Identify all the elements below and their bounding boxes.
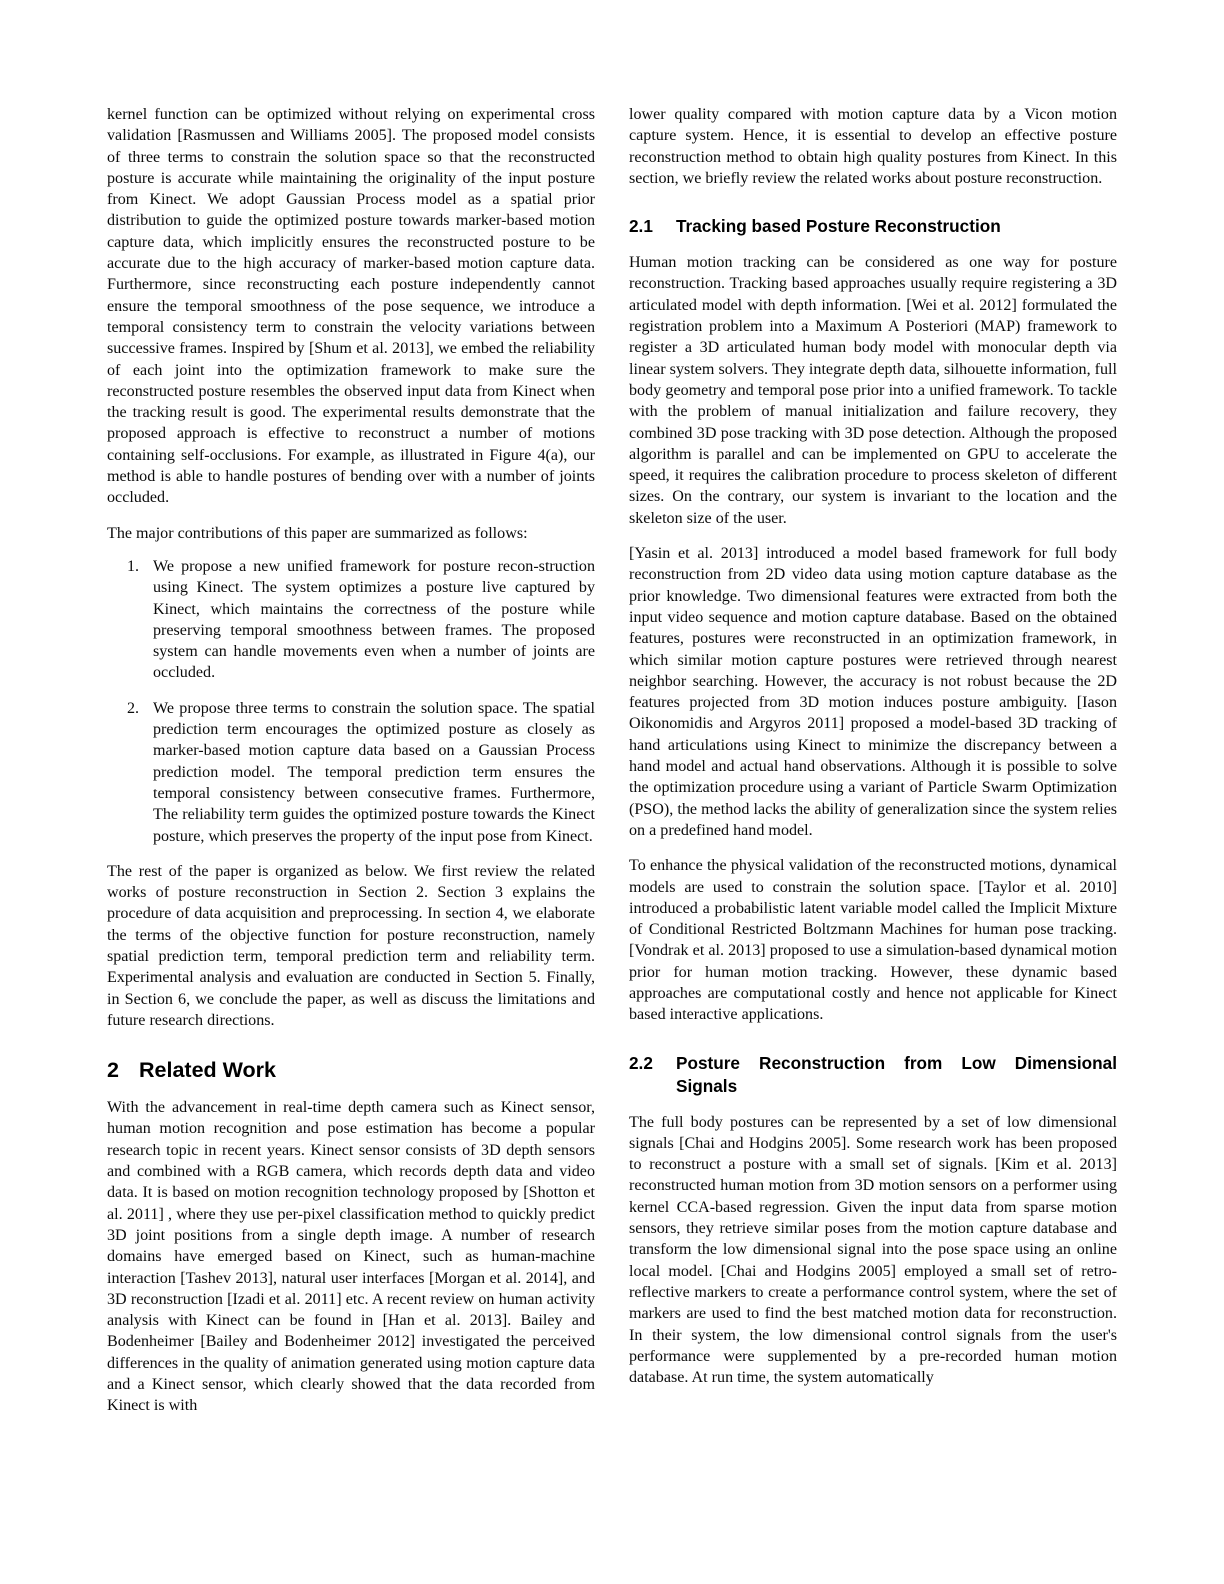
section-number: 2 [107,1058,119,1083]
paragraph-low-dimensional-signals: The full body postures can be represented by a set of low dimensional signals [Chai and Hodgins 2005]. Some research work has been proposed to reconstruct a posture with a small set of signals. [Kim et al. 2013] reconstructed human motion from 3D motion sensors on a performer using kernel CCA-based regression. Given the input data from sparse motion sensors, they retrieve similar poses from the motion capture database and transform the low dimensional signal into the pose space using an online local model. [Chai and Hodgins 2005] employed a small set of retro-reflective markers to create a performance control system, where the set of markers are used to find the best matched motion data for reconstruction. In their system, the low dimensional control signals from the user's performance were supplemented by a pre-recorded human motion database. At run time, the system automatically [629,1113,1117,1387]
contributions-list [107,556,595,847]
paragraph-intro-continued: kernel function can be optimized without relying on experimental cross validation [Rasmussen and Williams 2005]. The proposed model consists of three terms to constrain the solution space so that the reconstructed posture is accurate while maintaining the originality of the input posture from Kinect. We adopt Gaussian Process model as a spatial prior distribution to guide the optimized posture towards marker-based motion capture data, which implicitly ensures the reconstructed posture to be accurate due to the high accuracy of marker-based motion capture data. Furthermore, since reconstructing each posture independently cannot ensure the temporal smoothness of the pose sequence, we introduce a temporal consistency term to constrain the velocity variations between successive frames. Inspired by [Shum et al. 2013], we embed the reliability of each joint into the optimization framework to make sure the reconstructed posture resembles the observed input data from Kinect when the tracking result is good. The experimental results demonstrate that the proposed approach is effective to reconstruct a number of motions containing self-occlusions. For example, as illustrated in Figure 4(a), our method is able to handle postures of bending over with a number of joints occluded. [107,106,595,507]
subsection-number: 2.1 [629,216,653,237]
paragraph-paper-organization: The rest of the paper is organized as below. We first review the related works of posture reconstruction in Section 2. Section 3 explains the procedure of data acquisition and preprocessing. In section 4, we elaborate the terms of the objective function for posture reconstruction, namely spatial prediction term, temporal prediction term and reliability term. Experimental analysis and evaluation are conducted in Section 5. Finally, in Section 6, we conclude the paper, as well as discuss the limitations and future research directions. [107,862,595,1029]
paragraph-human-motion-tracking: Human motion tracking can be considered as one way for posture reconstruction. Tracking based approaches usually require registering a 3D articulated model with depth information. [Wei et al. 2012] formulated the registration problem into a Maximum A Posteriori (MAP) framework to register a 3D articulated human body model with monocular depth via linear system solvers. They integrate depth data, silhouette information, full body geometry and temporal pose prior into a unified framework. To tackle with the problem of manual initialization and failure recovery, they combined 3D pose tracking with 3D pose detection. Although the proposed algorithm is parallel and can be implemented on GPU to accelerate the speed, it requires the calibration procedure to process skeleton of different sizes. On the contrary, our system is invariant to the location and the skeleton size of the user. [629,254,1117,527]
subsection-heading-tracking-based [629,215,1117,238]
section-title: Related Work [139,1058,276,1083]
subsection-number: 2.2 [629,1052,653,1073]
list-item: We propose a new unified framework for posture recon-struction using Kinect. The system optimizes a posture live captured by Kinect, which maintains the correctness of the posture while preserving temporal smoothness between frames. The proposed system can handle movements even when a number of joints are occluded. [153,557,595,682]
subsection-heading-low-dimensional [629,1052,1117,1098]
list-item: We propose three terms to constrain the solution space. The spatial prediction term encourages the optimized posture as closely as marker-based motion capture data based on a Gaussian Process prediction model. The temporal prediction term ensures the temporal consistency between consecutive frames. Furthermore, The reliability term guides the optimized posture towards the Kinect posture, which preserves the property of the input pose from Kinect. [153,699,595,845]
two-column-body [107,104,1118,1504]
section-heading-related-work [107,1057,595,1083]
subsection-title: Posture Reconstruction from Low Dimensional Signals [676,1052,1117,1096]
right-column [629,104,1117,1504]
left-column [107,104,595,1504]
paragraph-dynamical-models: To enhance the physical validation of the reconstructed motions, dynamical models are used to constrain the solution space. [Taylor et al. 2010] introduced a probabilistic latent variable model called the Implicit Mixture of Conditional Restricted Boltzmann Machines for human pose tracking. [Vondrak et al. 2013] proposed to use a simulation-based dynamical motion prior for human motion tracking. However, these dynamic based approaches are computational costly and hence not applicable for Kinect based interactive applications. [629,857,1117,1024]
paragraph-contributions-lead: The major contributions of this paper are summarized as follows: [107,524,528,542]
paragraph-yasin-model-based: [Yasin et al. 2013] introduced a model based framework for full body reconstruction from 2D video data using motion capture database as the prior knowledge. Two dimensional features were extracted from both the input video sequence and motion capture database. Based on the obtained features, postures were reconstructed in an optimization framework, in which similar motion capture postures were retrieved through nearest neighbor searching. However, the accuracy is not robust because the 2D features projected from 3D motion induces posture ambiguity. [Iason Oikonomidis and Argyros 2011] proposed a model-based 3D tracking of hand articulations using Kinect to minimize the discrepancy between a hand model and actual hand observations. Although it is possible to solve the optimization procedure using a variant of Particle Swarm Optimization (PSO), the method lacks the ability of generalization since the system relies on a predefined hand model. [629,545,1117,839]
paragraph-related-work-intro: With the advancement in real-time depth camera such as Kinect sensor, human motion recognition and pose estimation has become a popular research topic in recent years. Kinect sensor consists of 3D depth sensors and combined with a RGB camera, which records depth data and video data. It is based on motion recognition technology proposed by [Shotton et al. 2011] , where they use per-pixel classification method to quickly predict 3D joint positions from a single depth image. A number of research domains have emerged based on Kinect, such as human-machine interaction [Tashev 2013], natural user interfaces [Morgan et al. 2014], and 3D reconstruction [Izadi et al. 2011] etc. A recent review on human activity analysis with Kinect can be found in [Han et al. 2013]. Bailey and Bodenheimer [Bailey and Bodenheimer 2012] investigated the perceived differences in the quality of animation generated using motion capture data and a Kinect sensor, which clearly showed that the data recorded from Kinect is with [107,1099,595,1415]
paragraph-kinect-quality: lower quality compared with motion capture data by a Vicon motion capture system. Hence, it is essential to develop an effective posture reconstruction method to obtain high quality postures from Kinect. In this section, we briefly review the related works about posture reconstruction. [629,106,1117,187]
subsection-title: Tracking based Posture Reconstruction [676,216,1001,237]
